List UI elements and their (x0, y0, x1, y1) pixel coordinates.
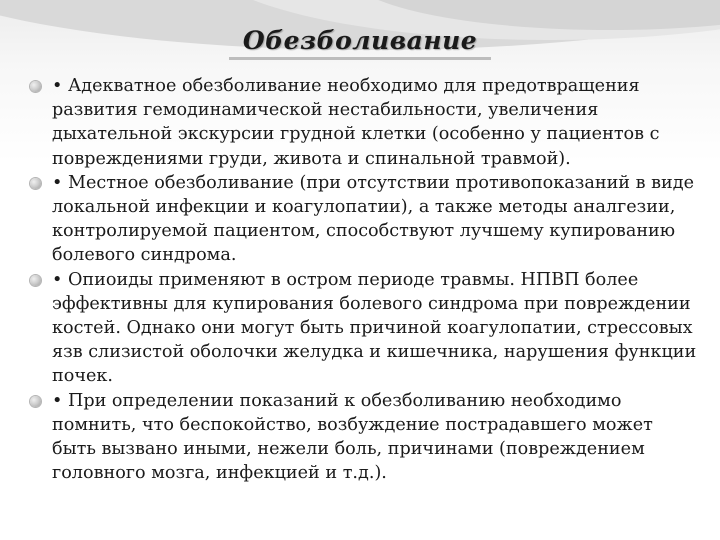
bullet-icon (30, 396, 41, 407)
list-item-text: • При определении показаний к обезболиванию необходимо помнить, что беспокойство, возбуждение пострадавшего может быть вызвано иными, нежели боль, причинами (повреждением головного мозга, инфекцией и т.д.). (52, 390, 653, 484)
bullet-icon (30, 81, 41, 92)
bullet-icon (30, 178, 41, 189)
list-item (30, 74, 702, 171)
list-item-text: • Адекватное обезболивание необходимо для предотвращения развития гемодинамической нестабильности, увеличения дыхательной экскурсии грудной клетки (особенно у пациентов с повреждениями груди, живота и спинальной травмой). (52, 76, 660, 169)
title-container (0, 26, 720, 60)
bullet-icon (30, 275, 41, 286)
list-item (30, 268, 702, 389)
list-item-text: • Опиоиды применяют в остром периоде травмы. НПВП более эффективны для купирования болевого синдрома при повреждении костей. Однако они могут быть причиной коагулопатии, стрессовых язв слизистой оболочки желудка и кишечника, нарушения функции почек. (52, 269, 697, 387)
slide-title: Обезболивание (229, 26, 491, 60)
list-item (30, 171, 702, 268)
list-item (30, 389, 702, 486)
bullet-list (30, 74, 702, 485)
list-item-text: • Местное обезболивание (при отсутствии противопоказаний в виде локальной инфекции и коагулопатии), а также методы аналгезии, контролируемой пациентом, способствуют лучшему купированию болевого синдрома. (52, 172, 694, 266)
